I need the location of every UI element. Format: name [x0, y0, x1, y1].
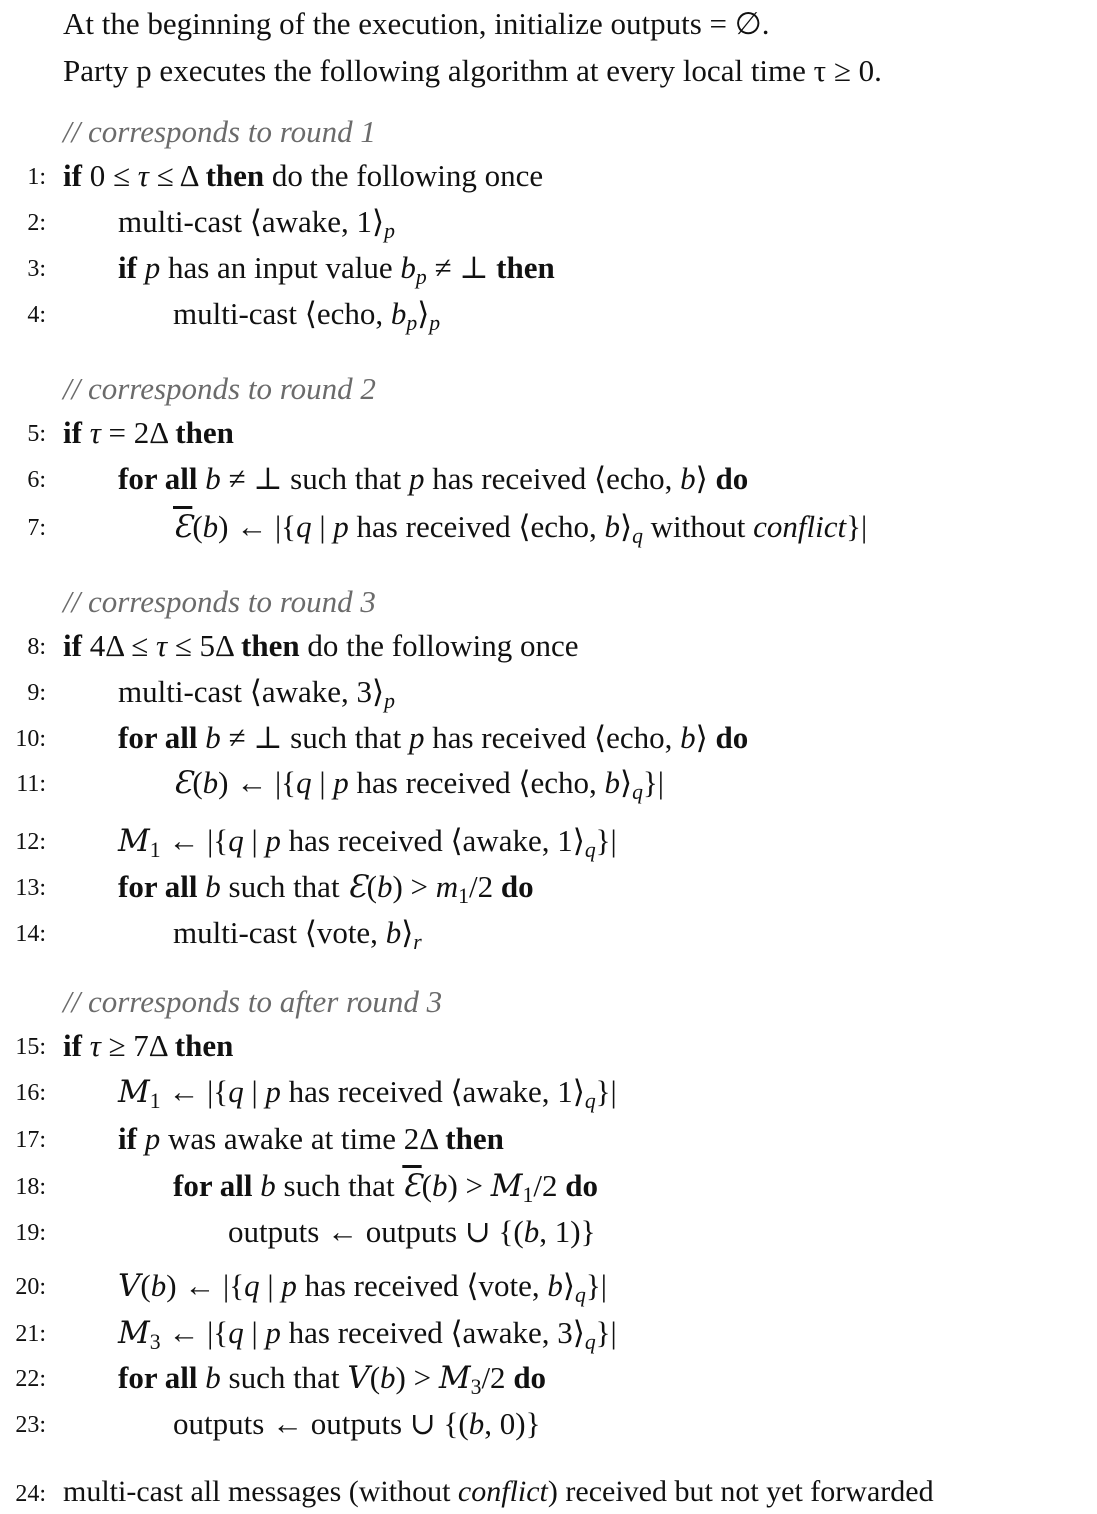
- code-line-12: $M_1$ ← |{q | p has received ⟨awake, $1⟩_q\}|$: [118, 823, 617, 863]
- line-number: 12:: [15, 829, 46, 855]
- code-line-15: if τ ≥ 7Δ then: [63, 1028, 234, 1063]
- comment-round-2: // corresponds to round 2: [63, 371, 376, 406]
- comment-after-round-3: // corresponds to after round 3: [63, 984, 443, 1019]
- line-number: 17:: [15, 1127, 46, 1153]
- code-line-14: multi-cast ⟨vote, $b⟩_r$: [173, 915, 422, 955]
- line-number: 19:: [15, 1220, 46, 1246]
- line-number: 6:: [27, 467, 46, 493]
- line-number: 11:: [16, 771, 46, 797]
- line-number: 15:: [15, 1034, 46, 1060]
- line-number: 5:: [27, 421, 46, 447]
- comment-round-3: // corresponds to round 3: [63, 584, 376, 619]
- line-number: 13:: [15, 875, 46, 901]
- code-line-7: $\overline{Ɛ}(b)$ ← |{q | p has received ⟨echo, $b⟩_q$ without conflict}|: [173, 509, 868, 549]
- line-number: 4:: [27, 302, 46, 328]
- line-number: 1:: [27, 164, 46, 190]
- code-line-3: if p has an input value $b_p$ ≠ ⊥ then: [118, 250, 555, 290]
- line-number: 8:: [27, 634, 46, 660]
- code-line-4: multi-cast ⟨echo, $b_p⟩_p$: [173, 296, 441, 336]
- line-number: 2:: [27, 210, 46, 236]
- code-line-9: multi-cast ⟨awake, $3⟩_p$: [118, 674, 395, 714]
- line-number: 22:: [15, 1366, 46, 1392]
- code-line-18: for all b such that $\overline{Ɛ}(b) > M_1/2$ do: [173, 1168, 598, 1208]
- code-line-23: outputs ← outputs ∪ {(b, 0)}: [173, 1406, 541, 1441]
- code-line-13: for all b such that Ɛ(b) > $m_1/2$ do: [118, 869, 534, 909]
- code-line-16: $M_1$ ← |{q | p has received ⟨awake, $1⟩_q\}|$: [118, 1074, 617, 1114]
- line-number: 10:: [15, 726, 46, 752]
- intro-line-1: At the beginning of the execution, initialize outputs = ∅.: [63, 6, 770, 41]
- line-number: 18:: [15, 1174, 46, 1200]
- code-line-5: if τ = 2Δ then: [63, 415, 234, 450]
- line-number: 7:: [27, 515, 46, 541]
- line-number: 9:: [27, 680, 46, 706]
- code-line-10: for all b ≠ ⊥ such that p has received ⟨echo, b⟩ do: [118, 720, 749, 755]
- code-line-8: if 4Δ ≤ τ ≤ 5Δ then do the following once: [63, 628, 579, 663]
- line-number: 21:: [15, 1321, 46, 1347]
- code-line-2: multi-cast ⟨awake, $1⟩_p$: [118, 204, 395, 244]
- code-line-20: V(b) ← |{q | p has received ⟨vote, $b⟩_q\}|$: [118, 1268, 607, 1308]
- code-line-17: if p was awake at time 2Δ then: [118, 1121, 504, 1156]
- code-line-21: $M_3$ ← |{q | p has received ⟨awake, $3⟩_q\}|$: [118, 1315, 617, 1355]
- line-number: 14:: [15, 921, 46, 947]
- line-number: 16:: [15, 1080, 46, 1106]
- line-number: 24:: [15, 1481, 46, 1507]
- code-line-19: outputs ← outputs ∪ {(b, 1)}: [228, 1214, 596, 1249]
- comment-round-1: // corresponds to round 1: [63, 114, 376, 149]
- line-number: 20:: [15, 1274, 46, 1300]
- code-line-24: multi-cast all messages (without conflict) received but not yet forwarded: [63, 1475, 934, 1508]
- intro-line-2: Party p executes the following algorithm at every local time τ ≥ 0.: [63, 53, 882, 88]
- code-line-11: Ɛ(b) ← |{q | p has received ⟨echo, $b⟩_q\}|$: [173, 765, 665, 805]
- code-line-1: if 0 ≤ τ ≤ Δ then do the following once: [63, 158, 544, 193]
- line-number: 3:: [27, 256, 46, 282]
- code-line-22: for all b such that $V(b) > M_3/2$ do: [118, 1360, 547, 1400]
- code-line-6: for all b ≠ ⊥ such that p has received ⟨echo, b⟩ do: [118, 461, 749, 496]
- line-number: 23:: [15, 1412, 46, 1438]
